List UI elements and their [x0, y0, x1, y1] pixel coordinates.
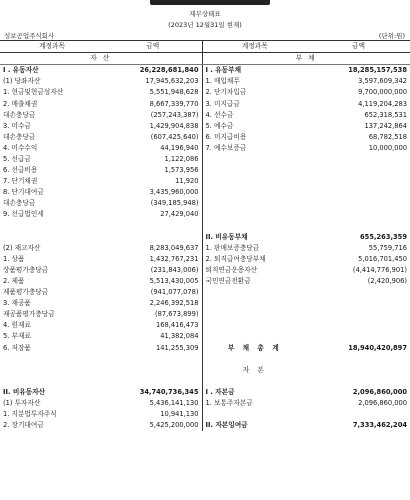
table-row — [0, 298, 410, 309]
liability-account-name — [202, 309, 307, 320]
table-row — [0, 343, 410, 354]
asset-account-name: 4. 미수수익 — [3, 143, 38, 152]
asset-account-name — [0, 221, 104, 232]
liability-amount — [307, 331, 410, 342]
liability-account-name — [202, 154, 307, 165]
asset-account-name: 2. 매출채권 — [3, 99, 38, 108]
table-header-row — [0, 41, 410, 53]
liability-account-name: 자 본 — [242, 365, 267, 374]
liability-amount: 68,782,518 — [368, 132, 407, 141]
table-row — [0, 265, 410, 276]
document-title-band — [150, 0, 270, 5]
liability-amount — [307, 176, 410, 187]
table-row — [0, 331, 410, 342]
liability-amount — [307, 198, 410, 209]
liability-amount: 137,242,864 — [364, 121, 407, 130]
asset-amount: 5,551,948,628 — [104, 87, 202, 98]
liability-amount: 3,597,609,342 — [358, 77, 407, 86]
liability-account-name — [202, 221, 307, 232]
table-row — [0, 110, 410, 121]
asset-amount: 1,432,767,231 — [104, 254, 202, 265]
asset-account-name — [0, 354, 104, 365]
asset-account-name: 재공품평가충당금 — [3, 310, 55, 319]
asset-amount: 1,122,086 — [104, 154, 202, 165]
asset-amount: 168,416,473 — [104, 320, 202, 331]
asset-account-name — [0, 365, 104, 376]
liability-account-name: 국민연금전환금 — [205, 277, 251, 286]
asset-amount — [104, 354, 202, 365]
asset-account-name: 2. 장기대여금 — [3, 421, 44, 430]
company-name: 성보공업주식회사 — [4, 32, 55, 40]
table-row — [0, 198, 410, 209]
liability-amount — [307, 187, 410, 198]
table-row — [0, 132, 410, 143]
asset-account-name: 6. 선급비용 — [3, 166, 38, 175]
liability-account-name — [202, 198, 307, 209]
liability-amount: 18,940,420,897 — [348, 343, 407, 352]
table-row — [0, 209, 410, 220]
asset-account-name: 제품평가충당금 — [3, 288, 49, 297]
liability-amount — [307, 409, 410, 420]
liability-amount — [307, 154, 410, 165]
asset-amount — [104, 376, 202, 387]
liability-account-name — [202, 287, 307, 298]
asset-account-name — [0, 376, 104, 387]
asset-amount — [104, 365, 202, 376]
table-row — [0, 276, 410, 287]
liability-amount — [307, 320, 410, 331]
asset-account-name: 상품평가충당금 — [3, 265, 49, 274]
asset-amount: 11,920 — [104, 176, 202, 187]
liability-account-name — [202, 176, 307, 187]
liability-amount — [307, 309, 410, 320]
balance-sheet-table — [0, 40, 410, 431]
liability-amount: 652,318,531 — [364, 110, 407, 119]
asset-account-name: 대손충당금 — [3, 132, 36, 141]
liability-account-name — [202, 298, 307, 309]
asset-account-name: (1) 당좌자산 — [3, 77, 41, 86]
liability-account-name — [202, 354, 307, 365]
liability-amount: 18,285,157,538 — [348, 66, 407, 75]
asset-amount: 44,196,940 — [104, 143, 202, 154]
table-row — [0, 320, 410, 331]
col-header-right-account: 계정과목 — [202, 41, 307, 53]
table-row — [0, 143, 410, 154]
asset-amount: (607,425,640) — [104, 132, 202, 143]
section-header-row — [0, 53, 410, 65]
asset-amount: 1,429,904,838 — [104, 121, 202, 132]
asset-account-name: I . 유동자산 — [3, 66, 39, 75]
table-row — [0, 221, 410, 232]
liability-account-name — [202, 376, 307, 387]
table-row — [0, 121, 410, 132]
liability-amount: 55,759,716 — [368, 243, 407, 252]
liability-account-name: 4. 선수금 — [205, 110, 234, 119]
liability-account-name: I . 유동부채 — [205, 66, 242, 75]
asset-amount: 5,425,200,000 — [104, 420, 202, 431]
table-row — [0, 76, 410, 87]
liability-account-name: 1. 보통주자본금 — [205, 399, 253, 408]
table-row — [0, 309, 410, 320]
liability-account-name: 1. 판매보증충당금 — [205, 243, 260, 252]
table-row — [0, 354, 410, 365]
asset-amount: 10,941,130 — [104, 409, 202, 420]
asset-amount: 2,246,392,518 — [104, 298, 202, 309]
liability-account-name: II. 자본잉여금 — [205, 421, 248, 430]
asset-amount: 26,228,681,840 — [104, 65, 202, 77]
asset-account-name: 3. 재공품 — [3, 299, 31, 308]
liability-account-name: 7. 예수보증금 — [205, 143, 247, 152]
liability-amount: 5,016,701,450 — [358, 254, 407, 263]
liability-amount: 2,096,860,000 — [352, 387, 407, 396]
liability-amount — [307, 298, 410, 309]
liability-amount: 7,333,462,204 — [352, 421, 407, 430]
table-row — [0, 65, 410, 77]
asset-account-name: 4. 원재료 — [3, 321, 31, 330]
liability-account-name — [202, 409, 307, 420]
asset-account-name: 7. 단기채권 — [3, 177, 38, 186]
asset-account-name — [0, 232, 104, 243]
section-liabilities: 부 채 — [202, 53, 410, 65]
liability-amount — [307, 165, 410, 176]
asset-amount: (231,843,006) — [104, 265, 202, 276]
table-row — [0, 98, 410, 109]
currency-unit: (단위:원) — [378, 32, 405, 40]
asset-account-name: 대손충당금 — [3, 110, 36, 119]
table-row — [0, 420, 410, 431]
asset-amount: (257,243,387) — [104, 110, 202, 121]
table-row — [0, 176, 410, 187]
asset-account-name: 3. 미수금 — [3, 121, 31, 130]
liability-account-name: 2. 단기차입금 — [205, 88, 247, 97]
asset-account-name: II. 비유동자산 — [3, 387, 46, 396]
liability-amount: 655,263,359 — [360, 232, 407, 241]
col-header-right-amount: 금액 — [307, 41, 410, 53]
col-header-left-account: 계정과목 — [0, 41, 104, 53]
asset-amount: (87,673,899) — [104, 309, 202, 320]
table-row — [0, 254, 410, 265]
table-row — [0, 398, 410, 409]
liability-account-name — [202, 209, 307, 220]
asset-account-name: 8. 단기대여금 — [3, 188, 44, 197]
col-header-left-amount: 금액 — [104, 41, 202, 53]
liability-account-name: 5. 예수금 — [205, 121, 234, 130]
liability-amount: 4,119,204,283 — [358, 99, 407, 108]
asset-amount: 5,436,141,130 — [104, 398, 202, 409]
liability-amount — [307, 287, 410, 298]
asset-amount: 3,435,960,000 — [104, 187, 202, 198]
asset-amount: 34,740,736,345 — [104, 387, 202, 398]
asset-account-name: (1) 투자자산 — [3, 399, 41, 408]
asset-account-name: 1. 현금및현금성자산 — [3, 88, 64, 97]
statement-period: (2023년 12월31일 현재) — [168, 21, 242, 29]
asset-amount: 17,945,632,203 — [104, 76, 202, 87]
asset-amount — [104, 221, 202, 232]
liability-amount — [307, 221, 410, 232]
table-row — [0, 154, 410, 165]
asset-amount: 5,513,430,005 — [104, 276, 202, 287]
section-assets: 자 산 — [0, 53, 202, 65]
asset-account-name: (2) 재고자산 — [3, 243, 41, 252]
liability-account-name — [202, 187, 307, 198]
table-row — [0, 187, 410, 198]
table-row — [0, 287, 410, 298]
liability-account-name: 2. 퇴직급여충당부채 — [205, 254, 266, 263]
liability-amount: 10,000,000 — [368, 143, 407, 152]
asset-account-name: 5. 부재료 — [3, 332, 31, 341]
liability-account-name — [202, 320, 307, 331]
table-row — [0, 387, 410, 398]
table-row — [0, 365, 410, 376]
asset-amount: 8,667,339,770 — [104, 98, 202, 109]
asset-amount: 41,382,084 — [104, 331, 202, 342]
asset-amount: 1,573,956 — [104, 165, 202, 176]
table-row — [0, 232, 410, 243]
liability-account-name: II. 비유동부채 — [205, 232, 248, 241]
statement-subtitle: 재무상태표 — [189, 10, 221, 18]
asset-amount: 27,429,040 — [104, 209, 202, 220]
asset-account-name: 1. 지분법투자주식 — [3, 410, 57, 419]
liability-account-name: 퇴직연금운용자산 — [205, 265, 258, 274]
liability-amount: 9,700,000,000 — [358, 88, 407, 97]
asset-amount — [104, 232, 202, 243]
asset-amount: (941,077,078) — [104, 287, 202, 298]
asset-amount: (349,185,948) — [104, 198, 202, 209]
table-row — [0, 376, 410, 387]
liability-amount — [307, 209, 410, 220]
table-row — [0, 87, 410, 98]
table-row — [0, 165, 410, 176]
liability-amount — [307, 354, 410, 365]
liability-account-name: 1. 매입채무 — [205, 77, 240, 86]
liability-amount — [307, 365, 410, 376]
liability-account-name: 부 채 총 계 — [227, 343, 282, 352]
asset-account-name: 9. 선급법인세 — [3, 210, 44, 219]
asset-amount: 141,255,309 — [104, 343, 202, 354]
asset-account-name: 2. 제품 — [3, 277, 25, 286]
liability-amount: (4,414,776,901) — [352, 265, 407, 274]
liability-account-name: I . 자본금 — [205, 387, 235, 396]
asset-account-name: 대손충당금 — [3, 199, 36, 208]
table-row — [0, 409, 410, 420]
asset-account-name: 5. 선급금 — [3, 154, 31, 163]
liability-amount: 2,096,860,000 — [358, 399, 407, 408]
liability-account-name — [202, 331, 307, 342]
liability-amount: (2,420,906) — [367, 277, 407, 286]
asset-account-name: 6. 저장품 — [3, 343, 31, 352]
asset-account-name: 1. 상품 — [3, 254, 25, 263]
liability-account-name — [202, 165, 307, 176]
liability-account-name: 6. 미지급비용 — [205, 132, 247, 141]
asset-amount: 8,283,049,637 — [104, 243, 202, 254]
liability-account-name: 3. 미지급금 — [205, 99, 240, 108]
liability-amount — [307, 376, 410, 387]
table-row — [0, 243, 410, 254]
